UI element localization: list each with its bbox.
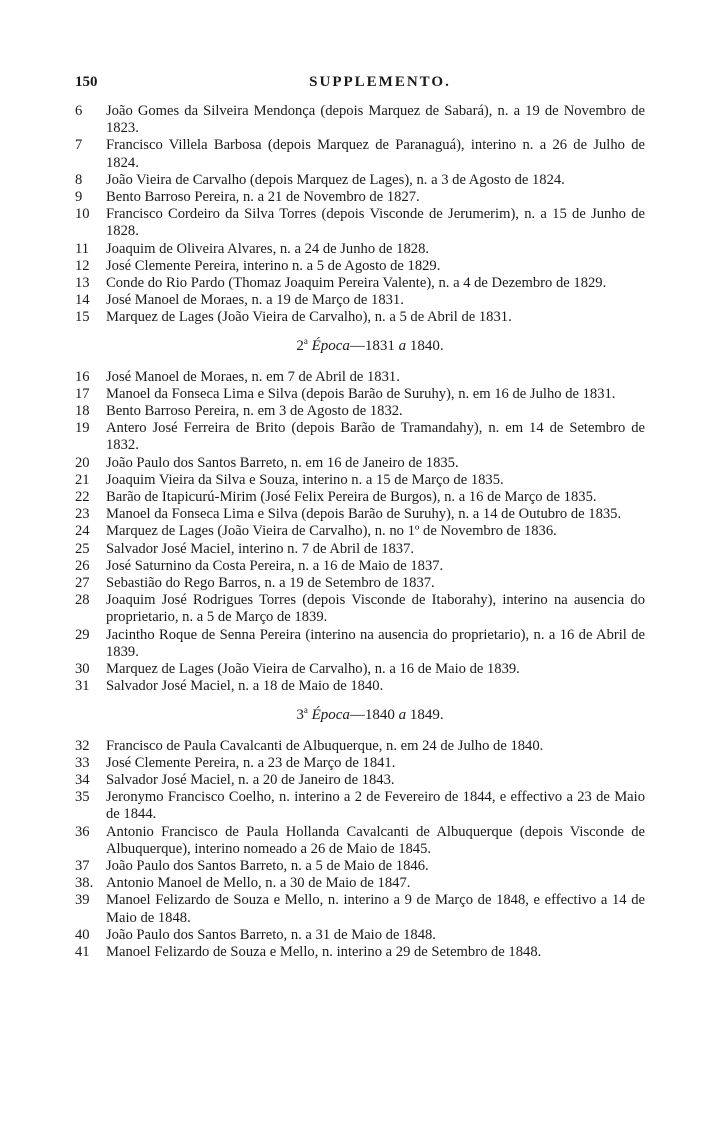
- entry-text: Sebastião do Rego Barros, n. a 19 de Setembro de 1837.: [106, 575, 435, 592]
- entry-text: Barão de Itapicurú-Mirim (José Felix Pereira de Burgos), n. a 16 de Março de 1835.: [106, 489, 597, 506]
- entry-number: 20: [75, 454, 90, 471]
- entry-number: 15: [75, 309, 90, 326]
- entry-number: 18: [75, 403, 90, 420]
- page-header: [75, 74, 645, 96]
- entry-text: Francisco de Paula Cavalcanti de Albuquerque, n. em 24 de Julho de 1840.: [106, 737, 544, 754]
- list-item: [75, 738, 645, 755]
- entry-number: 23: [75, 506, 90, 523]
- entry-number: 38.: [75, 875, 94, 892]
- list-item: [75, 472, 645, 489]
- entry-text: Joaquim de Oliveira Alvares, n. a 24 de Junho de 1828.: [106, 240, 430, 257]
- entry-text: Antonio Manoel de Mello, n. a 30 de Maio de 1847.: [106, 875, 411, 892]
- entry-text: Salvador José Maciel, n. a 18 de Maio de 1840.: [106, 678, 384, 695]
- entry-number: 35: [75, 789, 90, 806]
- heading-ordinal: 3: [296, 706, 304, 723]
- entry-number: 26: [75, 557, 90, 574]
- entry-text: Conde do Rio Pardo (Thomaz Joaquim Pereira Valente), n. a 4 de Dezembro de 1829.: [106, 275, 607, 292]
- entry-number: 41: [75, 943, 90, 960]
- heading-ordinal-sup: a: [303, 335, 308, 346]
- entry-number: 33: [75, 754, 90, 771]
- list-item: [75, 506, 645, 523]
- list-item: [75, 558, 645, 575]
- list-item: [75, 523, 645, 540]
- entry-number: 40: [75, 926, 90, 943]
- entry-text: Marquez de Lages (João Vieira de Carvalho), n. no 1º de Novembro de 1836.: [106, 523, 557, 540]
- entry-number: 16: [75, 368, 90, 385]
- entry-number: 25: [75, 540, 90, 557]
- entry-text: João Paulo dos Santos Barreto, n. em 16 de Janeiro de 1835.: [106, 454, 459, 471]
- entry-text: Bento Barroso Pereira, n. a 21 de Novembro de 1827.: [106, 189, 420, 206]
- entry-number: 31: [75, 678, 90, 695]
- heading-ordinal: 2: [296, 337, 304, 354]
- entry-number: 19: [75, 420, 90, 437]
- list-item: [75, 944, 645, 961]
- entry-text: João Paulo dos Santos Barreto, n. a 5 de Maio de 1846.: [106, 857, 429, 874]
- section-heading: [75, 333, 645, 355]
- heading-conjunction: a: [398, 337, 407, 354]
- entry-number: 13: [75, 275, 90, 292]
- list-item: [75, 137, 645, 171]
- entry-number: 39: [75, 892, 90, 909]
- section-heading: [75, 702, 645, 724]
- list-item: [75, 103, 645, 137]
- list-item: [75, 892, 645, 926]
- entry-text: João Paulo dos Santos Barreto, n. a 31 de Maio de 1848.: [106, 926, 436, 943]
- entry-number: 28: [75, 592, 90, 609]
- heading-label: Época: [311, 337, 350, 354]
- entry-text: Antero José Ferreira de Brito (depois Barão de Tramandahy), n. em 14 de Setembro de 1832.: [106, 420, 645, 454]
- heading-dash: —: [349, 706, 365, 723]
- heading-dash: —: [349, 337, 365, 354]
- entry-number: 32: [75, 737, 90, 754]
- entry-number: 34: [75, 771, 90, 788]
- entry-number: 7: [75, 137, 83, 154]
- list-item: [75, 403, 645, 420]
- entry-number: 36: [75, 823, 90, 840]
- entry-number: 14: [75, 292, 90, 309]
- entry-number: 27: [75, 575, 90, 592]
- list-item: [75, 824, 645, 858]
- list-item: [75, 575, 645, 592]
- entry-text: José Clemente Pereira, interino n. a 5 de Agosto de 1829.: [106, 257, 441, 274]
- running-title: SUPPLEMENTO.: [309, 74, 451, 90]
- list-item: [75, 275, 645, 292]
- entry-number: 37: [75, 857, 90, 874]
- heading-start-year: 1831: [364, 337, 395, 354]
- page-number: 150: [75, 74, 98, 90]
- entry-text: Salvador José Maciel, interino n. 7 de Abril de 1837.: [106, 540, 415, 557]
- list-item: [75, 172, 645, 189]
- entry-text: José Saturnino da Costa Pereira, n. a 16 de Maio de 1837.: [106, 557, 444, 574]
- entry-text: Joaquim Vieira da Silva e Souza, interino n. a 15 de Março de 1835.: [106, 471, 504, 488]
- heading-conjunction: a: [398, 706, 407, 723]
- heading-ordinal-sup: a: [303, 704, 308, 715]
- list-item: [75, 661, 645, 678]
- entry-text: João Vieira de Carvalho (depois Marquez de Lages), n. a 3 de Agosto de 1824.: [106, 171, 565, 188]
- entry-number: 22: [75, 489, 90, 506]
- list-item: [75, 678, 645, 695]
- list-item: [75, 206, 645, 240]
- list-item: [75, 489, 645, 506]
- list-item: [75, 292, 645, 309]
- list-item: [75, 309, 645, 326]
- list-item: [75, 369, 645, 386]
- entry-number: 9: [75, 189, 83, 206]
- list-item: [75, 875, 645, 892]
- entry-text: Francisco Cordeiro da Silva Torres (depois Visconde de Jerumerim), n. a 15 de Junho de 1828.: [106, 206, 645, 240]
- entry-text: Jacintho Roque de Senna Pereira (interino na ausencia do proprietario), n. a 16 de Abril de 1839.: [106, 626, 645, 660]
- list-item: [75, 541, 645, 558]
- entry-number: 11: [75, 240, 90, 257]
- list-item: [75, 241, 645, 258]
- entry-text: Francisco Villela Barbosa (depois Marquez de Paranaguá), interino n. a 26 de Julho de 1824.: [106, 137, 645, 171]
- entry-number: 10: [75, 206, 90, 223]
- entry-text: Jeronymo Francisco Coelho, n. interino a 2 de Fevereiro de 1844, e effectivo a 23 de Maio de 1844.: [106, 789, 645, 823]
- entry-text: José Manoel de Moraes, n. em 7 de Abril de 1831.: [106, 368, 400, 385]
- entry-text: Bento Barroso Pereira, n. em 3 de Agosto de 1832.: [106, 403, 403, 420]
- entry-text: Manoel Felizardo de Souza e Mello, n. interino a 29 de Setembro de 1848.: [106, 943, 542, 960]
- entry-text: Manoel Felizardo de Souza e Mello, n. interino a 9 de Março de 1848, e effectivo a 14 de Maio de 1848.: [106, 892, 645, 926]
- list-item: [75, 455, 645, 472]
- entry-number: 30: [75, 661, 90, 678]
- list-item: [75, 755, 645, 772]
- list-item: [75, 420, 645, 454]
- entry-text: José Manoel de Moraes, n. a 19 de Março de 1831.: [106, 292, 404, 309]
- entry-number: 24: [75, 523, 90, 540]
- list-item: [75, 772, 645, 789]
- entry-text: Manoel da Fonseca Lima e Silva (depois Barão de Suruhy), n. a 14 de Outubro de 1835.: [106, 506, 622, 523]
- entry-number: 8: [75, 171, 83, 188]
- heading-end-year: 1849.: [409, 706, 444, 723]
- entry-number: 17: [75, 385, 90, 402]
- entry-number: 21: [75, 471, 90, 488]
- entry-text: Marquez de Lages (João Vieira de Carvalho), n. a 16 de Maio de 1839.: [106, 661, 520, 678]
- heading-start-year: 1840: [364, 706, 395, 723]
- entry-text: Salvador José Maciel, n. a 20 de Janeiro de 1843.: [106, 771, 395, 788]
- heading-label: Época: [311, 706, 350, 723]
- entry-list: [75, 103, 645, 961]
- entry-number: 29: [75, 626, 90, 643]
- list-item: [75, 592, 645, 626]
- list-item: [75, 627, 645, 661]
- entry-number: 6: [75, 103, 83, 119]
- entry-text: Manoel da Fonseca Lima e Silva (depois Barão de Suruhy), n. em 16 de Julho de 1831.: [106, 385, 616, 402]
- entry-text: João Gomes da Silveira Mendonça (depois Marquez de Sabará), n. a 19 de Novembro de 1823.: [106, 103, 645, 137]
- entry-text: Joaquim José Rodrigues Torres (depois Visconde de Itaborahy), interino na ausencia do proprietario, n. a 5 de Março de 1839.: [106, 592, 645, 626]
- entry-text: Marquez de Lages (João Vieira de Carvalho), n. a 5 de Abril de 1831.: [106, 309, 512, 326]
- list-item: [75, 386, 645, 403]
- list-item: [75, 927, 645, 944]
- entry-text: Antonio Francisco de Paula Hollanda Cavalcanti de Albuquerque (depois Visconde de Albuquerque), interino nomeado a 26 de Maio de 1845.: [106, 823, 645, 857]
- list-item: [75, 789, 645, 823]
- entry-text: José Clemente Pereira, n. a 23 de Março de 1841.: [106, 754, 396, 771]
- heading-end-year: 1840.: [409, 337, 444, 354]
- list-item: [75, 858, 645, 875]
- list-item: [75, 189, 645, 206]
- list-item: [75, 258, 645, 275]
- entry-number: 12: [75, 257, 90, 274]
